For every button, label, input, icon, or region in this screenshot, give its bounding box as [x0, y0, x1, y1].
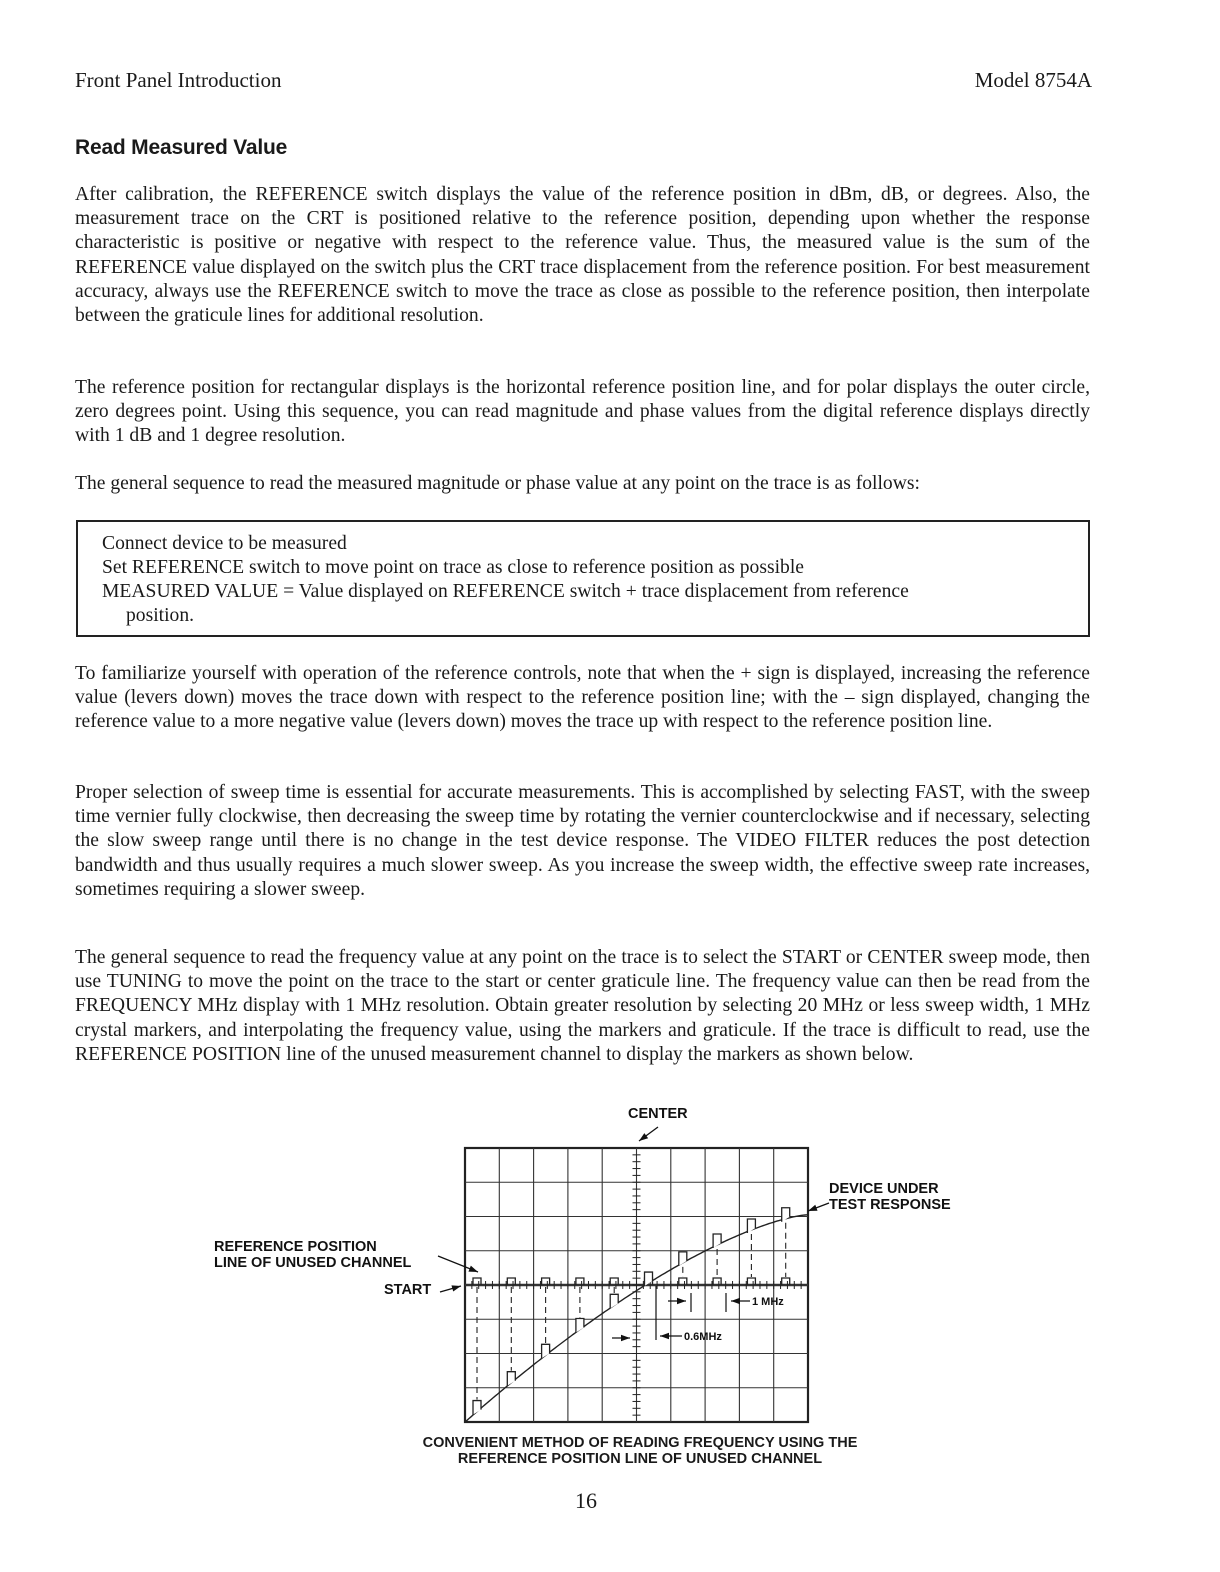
- running-header-section: Front Panel Introduction: [75, 68, 282, 92]
- center-arrow-head: [639, 1133, 648, 1141]
- point-six-left-arrow-head: [621, 1335, 630, 1341]
- paragraph-sweep-time: Proper selection of sweep time is essential for accurate measurements. This is accomplished by selecting FAST, with the sweep time vernier fully clockwise, then decreasing the sweep time by rotating the vernier counterclockwise and if necessary, selecting the slow sweep range until there is no change in the test device response. The VIDEO FILTER reduces the post detection bandwidth and thus usually requires a much slower sweep. As you increase the sweep width, the effective sweep rate increases, sometimes requiring a slower sweep.: [75, 782, 1090, 900]
- procedure-step: MEASURED VALUE = Value displayed on REFERENCE switch + trace displacement from reference: [102, 581, 909, 602]
- paragraph-reference-position: The reference position for rectangular displays is the horizontal reference position line, and for polar displays the outer circle, zero degrees point. Using this sequence, you can read magnitude and phase values from the digital reference displays directly with 1 dB and 1 degree resolution.: [75, 377, 1090, 447]
- caption-line1: CONVENIENT METHOD OF READING FREQUENCY USING THE: [422, 1435, 858, 1451]
- label-ref-line2: LINE OF UNUSED CHANNEL: [214, 1255, 412, 1271]
- one-mhz-right-arrow-head: [731, 1298, 740, 1304]
- label-0-6-mhz: 0.6MHz: [684, 1331, 722, 1343]
- paragraph-general-sequence-intro: The general sequence to read the measured magnitude or phase value at any point on the trace is as follows:: [75, 473, 920, 494]
- start-arrow-head: [451, 1285, 461, 1291]
- paragraph-reference-controls: To familiarize yourself with operation of the reference controls, note that when the + sign is displayed, increasing the reference value (levers down) moves the trace down with respect to the reference position line; with the – sign displayed, changing the reference value to a more negative value (levers down) moves the trace up with respect to the reference position line.: [75, 663, 1090, 733]
- caption-line2: REFERENCE POSITION LINE OF UNUSED CHANNEL: [457, 1451, 823, 1467]
- dut-trace-marker: [713, 1234, 721, 1248]
- procedure-step-continuation: position.: [126, 605, 195, 626]
- procedure-step: Set REFERENCE switch to move point on trace as close to reference position as possible: [102, 557, 804, 578]
- label-center: CENTER: [628, 1106, 688, 1122]
- label-ref-line1: REFERENCE POSITION: [214, 1239, 377, 1255]
- dut-trace-marker: [679, 1252, 687, 1266]
- dut-trace-marker: [782, 1208, 790, 1222]
- label-device-under-test: [829, 1181, 951, 1213]
- dut-trace-marker: [576, 1318, 584, 1332]
- dut-trace-marker: [747, 1219, 755, 1233]
- label-dut-line1: DEVICE UNDER: [829, 1181, 939, 1197]
- dut-arrow-head: [808, 1205, 818, 1211]
- paragraph-calibration: After calibration, the REFERENCE switch displays the value of the reference position in dBm, dB, or degrees. Also, the measurement trace on the CRT is positioned relative to the reference position, depending upon whether the response characteristic is positive or negative with respect to the reference value. Thus, the measured value is the sum of the REFERENCE value displayed on the switch plus the CRT trace displacement from the reference position. For best measurement accuracy, always use the REFERENCE switch to move the trace as close as possible to the reference position, then interpolate between the graticule lines for additional resolution.: [75, 184, 1090, 327]
- procedure-step: Connect device to be measured: [102, 533, 347, 554]
- label-1-mhz: 1 MHz: [752, 1296, 784, 1308]
- label-start: START: [384, 1282, 432, 1298]
- running-header-model: Model 8754A: [974, 68, 1092, 92]
- label-reference-position-line: [214, 1239, 411, 1271]
- ref-line-arrow-head: [468, 1266, 478, 1272]
- section-title: Read Measured Value: [75, 136, 288, 159]
- point-six-right-arrow-head: [660, 1333, 669, 1339]
- dut-trace-marker: [610, 1294, 618, 1308]
- label-dut-line2: TEST RESPONSE: [829, 1197, 951, 1213]
- page-number: 16: [575, 1488, 597, 1513]
- figure-caption: [370, 1435, 910, 1467]
- one-mhz-left-arrow-head: [677, 1298, 686, 1304]
- paragraph-frequency-reading: The general sequence to read the frequency value at any point on the trace is to select the START or CENTER sweep mode, then use TUNING to move the point on the trace to the start or center graticule line. The frequency value can then be read from the FREQUENCY MHz display with 1 MHz resolution. Obtain greater resolution by selecting 20 MHz or less sweep width, 1 MHz crystal markers, and interpolating the frequency value, using the markers and graticule. If the trace is difficult to read, use the REFERENCE POSITION line of the unused measurement channel to display the markers as shown below.: [75, 947, 1090, 1065]
